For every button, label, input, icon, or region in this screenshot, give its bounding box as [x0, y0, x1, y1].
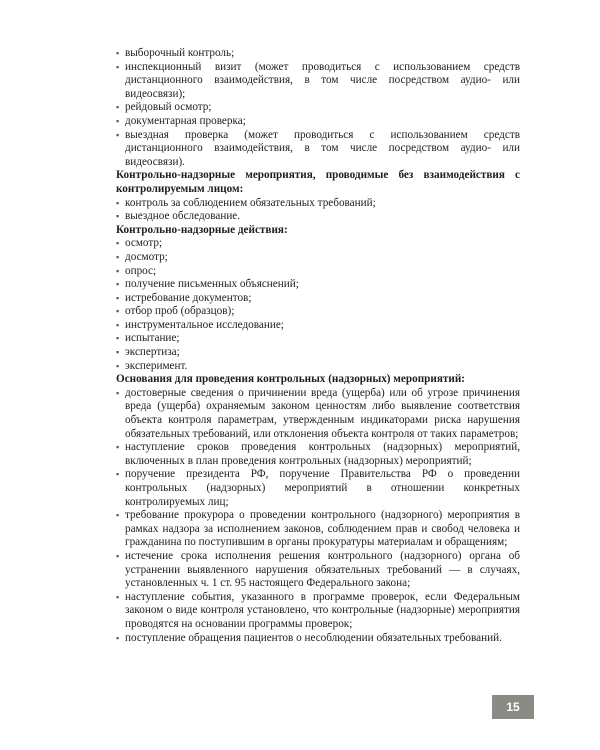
list-item — [116, 509, 520, 550]
bullet-icon: ▪ — [116, 469, 120, 480]
list-item-text: эксперимент. — [125, 359, 188, 372]
list-item-text: наступление события, указанного в программе проверок, если Федеральным законом о виде контроля установлено, что контрольные (надзорные) мероприятия проводятся на основании программы проверок; — [125, 590, 520, 630]
bullet-icon: ▪ — [116, 591, 120, 602]
bullet-icon: ▪ — [116, 61, 120, 72]
list-item — [116, 332, 520, 346]
list-item-text: истечение срока исполнения решения контрольного (надзорного) органа об устранении выявленного нарушения обязательных требований — в случаях, установленных ч. 1 ст. 95 настоящего Федерального закона; — [125, 549, 520, 590]
bullet-icon: ▪ — [116, 442, 120, 453]
page-number: 15 — [492, 695, 534, 719]
list-item — [116, 346, 520, 360]
list-item-text: документарная проверка; — [125, 114, 246, 127]
list-item-text: испытание; — [125, 332, 180, 345]
bullet-icon: ▪ — [116, 360, 120, 371]
list-item — [116, 115, 520, 129]
list-item-text: экспертиза; — [125, 346, 180, 359]
list-item-text: осмотр; — [125, 237, 163, 250]
list-item-text: поручение президента РФ, поручение Правительства РФ о проведении контрольных (надзорных) мероприятий в отношении конкретных контролируемых лиц; — [125, 468, 520, 508]
bullet-icon: ▪ — [116, 319, 120, 330]
list-item — [116, 319, 520, 333]
list-item — [116, 129, 520, 170]
list-item-text: досмотр; — [125, 250, 168, 263]
list-item-text: наступление сроков проведения контрольных (надзорных) мероприятий, включенных в план проведения контрольных (надзорных) мероприятий; — [125, 441, 520, 467]
bullet-icon: ▪ — [116, 333, 120, 344]
bullet-icon: ▪ — [116, 632, 120, 643]
bullet-icon: ▪ — [116, 306, 120, 317]
page-content — [116, 47, 520, 645]
bullet-icon: ▪ — [116, 550, 120, 561]
list-item-text: отбор проб (образцов); — [125, 305, 235, 318]
bullet-icon: ▪ — [116, 238, 120, 249]
section-heading-grounds: Основания для проведения контрольных (надзорных) мероприятий: — [116, 373, 465, 386]
grounds-list — [116, 387, 520, 645]
list-item — [116, 101, 520, 115]
list-item-text: выездное обследование. — [125, 210, 241, 223]
bullet-icon: ▪ — [116, 115, 120, 126]
bullet-icon: ▪ — [116, 387, 120, 398]
list-item-text: выборочный контроль; — [125, 47, 235, 59]
list-item-text: опрос; — [125, 264, 157, 277]
list-item-text: истребование документов; — [125, 291, 252, 304]
without-interaction-list — [116, 197, 520, 224]
list-item — [116, 197, 520, 211]
bullet-icon: ▪ — [116, 347, 120, 358]
list-item — [116, 632, 520, 646]
list-item — [116, 265, 520, 279]
list-item-text: инструментальное исследование; — [125, 318, 284, 331]
list-item — [116, 550, 520, 591]
section-heading-without-interaction: Контрольно-надзорные мероприятия, проводимые без взаимодействия с контролируемым лицом: — [116, 169, 520, 195]
bullet-icon: ▪ — [116, 102, 120, 113]
list-item — [116, 251, 520, 265]
list-item — [116, 468, 520, 509]
list-item — [116, 591, 520, 632]
bullet-icon: ▪ — [116, 279, 120, 290]
list-item — [116, 61, 520, 102]
list-item — [116, 278, 520, 292]
list-item-text: выездная проверка (может проводиться с использованием средств дистанционного взаимодействия, в том числе посредством аудио- или видеосвязи). — [125, 128, 520, 168]
list-item — [116, 292, 520, 306]
list-item — [116, 237, 520, 251]
list-item-text: достоверные сведения о причинении вреда (ущерба) или об угрозе причинения вреда (ущерба) охраняемым законом ценностям либо выявление соответствия объекта контроля параметрам, утвержденным индикаторами риска нарушения обязательных требований, или отклонения объекта контроля от таких параметров; — [125, 386, 520, 440]
bullet-icon: ▪ — [116, 211, 120, 222]
list-item-text: контроль за соблюдением обязательных требований; — [125, 196, 376, 209]
bullet-icon: ▪ — [116, 251, 120, 262]
list-item-text: рейдовый осмотр; — [125, 101, 212, 114]
bullet-icon: ▪ — [116, 48, 120, 58]
bullet-icon: ▪ — [116, 197, 120, 208]
list-item-text: поступление обращения пациентов о несоблюдении обязательных требований. — [125, 631, 502, 644]
list-item-text: получение письменных объяснений; — [125, 278, 299, 291]
list-item-text: инспекционный визит (может проводиться с использованием средств дистанционного взаимодействия, в том числе посредством аудио- или видеосвязи); — [125, 60, 520, 100]
list-item — [116, 47, 520, 61]
intro-list — [116, 47, 520, 169]
list-item-text: требование прокурора о проведении контрольного (надзорного) мероприятия в рамках надзора за исполнением законов, соблюдением прав и свобод человека и гражданина по поступившим в органы прокуратуры материалам и обращениям; — [125, 509, 520, 549]
list-item — [116, 441, 520, 468]
bullet-icon: ▪ — [116, 292, 120, 303]
bullet-icon: ▪ — [116, 265, 120, 276]
section-heading-actions: Контрольно-надзорные действия: — [116, 223, 288, 236]
bullet-icon: ▪ — [116, 510, 120, 521]
list-item — [116, 305, 520, 319]
list-item — [116, 387, 520, 441]
list-item — [116, 360, 520, 374]
bullet-icon: ▪ — [116, 129, 120, 140]
actions-list — [116, 237, 520, 373]
list-item — [116, 210, 520, 224]
